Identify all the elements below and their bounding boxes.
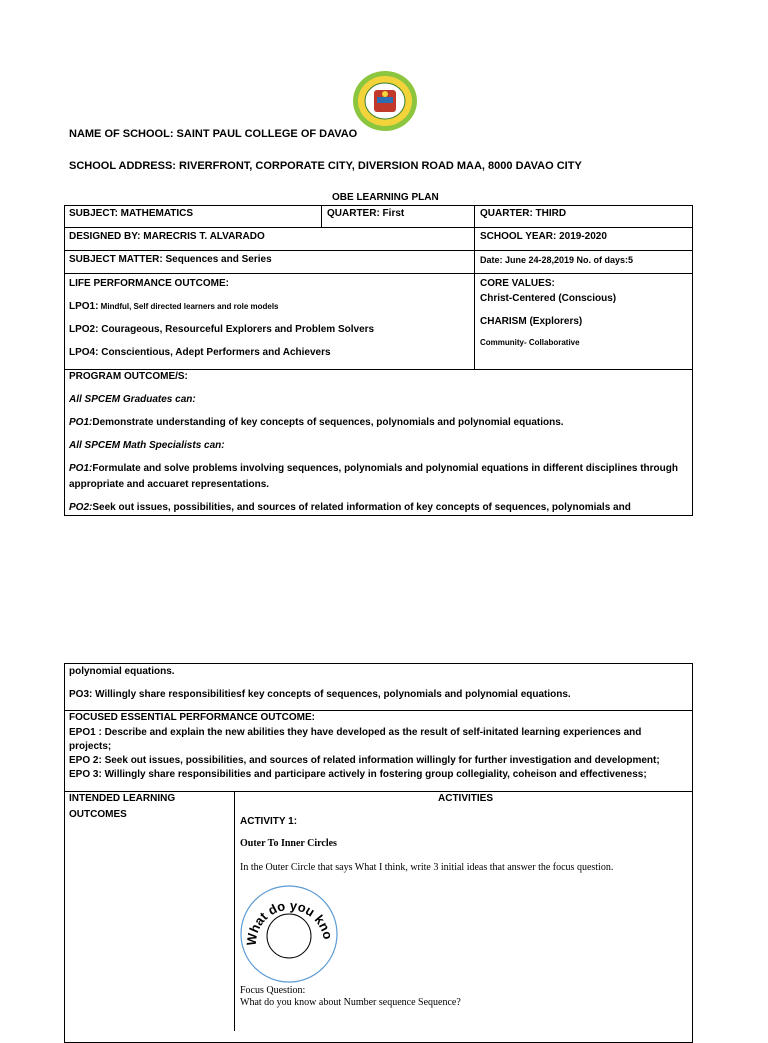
activity-name: Outer To Inner Circles: [240, 838, 337, 849]
designed-by: DESIGNED BY: MARECRIS T. ALVARADO: [69, 231, 265, 242]
quarter-first: QUARTER: First: [327, 208, 405, 219]
school-name: NAME OF SCHOOL: SAINT PAUL COLLEGE OF DAVAO: [69, 128, 358, 140]
po-continuation: polynomial equations.: [69, 666, 175, 677]
ilo-header-line2: OUTCOMES: [69, 809, 127, 820]
po1b-line1: PO1:Formulate and solve problems involving sequences, polynomials and polynomial equations in different disciplines through: [69, 463, 678, 474]
core-value-1: Christ-Centered (Conscious): [480, 293, 617, 304]
focus-question: What do you know about Number sequence Sequence?: [240, 997, 461, 1008]
epo2: EPO 2: Seek out issues, possibilities, and sources of related information willingly for further investigation and development;: [69, 755, 660, 766]
core-value-3: Community- Collaborative: [480, 338, 580, 347]
po1: PO1:Demonstrate understanding of key concepts of sequences, polynomials and polynomial equations.: [69, 417, 564, 428]
what-do-you-know-graphic: [238, 884, 340, 984]
activity-instruction: In the Outer Circle that says What I think, write 3 initial ideas that answer the focus question.: [240, 862, 614, 873]
school-year: SCHOOL YEAR: 2019-2020: [480, 231, 607, 242]
po1b-line2: appropriate and accuaret representations.: [69, 479, 270, 490]
subject-matter: SUBJECT MATTER: Sequences and Series: [69, 254, 272, 265]
epo1-line2: projects;: [69, 741, 112, 752]
lpo2: LPO2: Courageous, Resourceful Explorers and Problem Solvers: [69, 324, 375, 335]
core-value-2: CHARISM (Explorers): [480, 316, 583, 327]
school-logo: [352, 70, 418, 132]
math-spec-can: All SPCEM Math Specialists can:: [69, 440, 225, 451]
quarter-third: QUARTER: THIRD: [480, 208, 567, 219]
activity-1-label: ACTIVITY 1:: [240, 816, 298, 827]
po3: PO3: Willingly share responsibilitiesf key concepts of sequences, polynomials and polynomial equations.: [69, 689, 571, 700]
focus-label: Focus Question:: [240, 985, 306, 996]
school-address: SCHOOL ADDRESS: RIVERFRONT, CORPORATE CITY, DIVERSION ROAD MAA, 8000 DAVAO CITY: [69, 160, 582, 172]
date: Date: June 24-28,2019 No. of days:5: [480, 255, 634, 265]
lpo4: LPO4: Conscientious, Adept Performers and Achievers: [69, 347, 331, 358]
lpo1: LPO1: Mindful, Self directed learners and role models: [69, 301, 279, 312]
po-title: PROGRAM OUTCOME/S:: [69, 371, 188, 382]
po2: PO2:Seek out issues, possibilities, and sources of related information of key concepts of sequences, polynomials and: [69, 502, 631, 513]
plan-title: OBE LEARNING PLAN: [332, 192, 439, 203]
lpo-title: LIFE PERFORMANCE OUTCOME:: [69, 278, 229, 289]
circle-text: What do you kno: [243, 897, 336, 947]
epo1-line1: EPO1 : Describe and explain the new abilities they have developed as the result of self-initated learning experiences and: [69, 727, 642, 738]
epo3: EPO 3: Willingly share responsibilities and participare actively in fostering group collegiality, coheison and effectiveness;: [69, 769, 647, 780]
svg-text:What do you know?: [238, 884, 336, 946]
core-values-title: CORE VALUES:: [480, 278, 555, 289]
activities-header: ACTIVITIES: [438, 793, 494, 804]
fepo-title: FOCUSED ESSENTIAL PERFORMANCE OUTCOME:: [69, 712, 315, 723]
subject: SUBJECT: MATHEMATICS: [69, 208, 194, 219]
grads-can: All SPCEM Graduates can:: [69, 394, 196, 405]
ilo-header-line1: INTENDED LEARNING: [69, 793, 176, 804]
